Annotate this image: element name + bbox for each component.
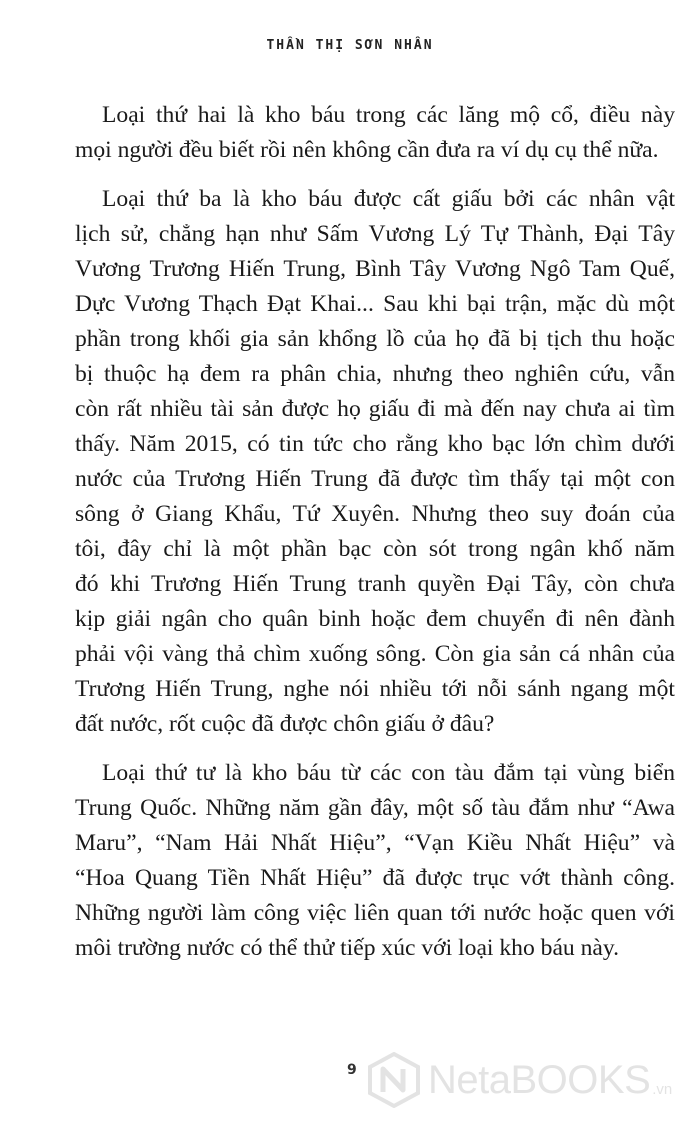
- watermark-brand: NetaBOOKS: [428, 1057, 651, 1102]
- text-line: Loại thứ hai là kho báu trong các lăng mộ cổ, điều này: [102, 102, 675, 128]
- text-line: Trung Quốc. Những năm gần đây, một số tàu đắm như “Awa: [75, 795, 675, 821]
- text-line: đó khi Trương Hiến Trung tranh quyền Đại Tây, còn chưa: [75, 571, 675, 597]
- text-line: kịp giải ngân cho quân binh hoặc đem chuyển đi nên đành: [75, 606, 675, 632]
- watermark-suffix: .vn: [652, 1080, 673, 1098]
- text-line: phải vội vàng thả chìm xuống sông. Còn gia sản cá nhân của: [75, 641, 675, 667]
- text-line: đất nước, rốt cuộc đã được chôn giấu ở đâu?: [75, 711, 495, 737]
- paragraph: [75, 182, 675, 742]
- text-line: Dực Vương Thạch Đạt Khai... Sau khi bại trận, mặc dù một: [75, 291, 675, 317]
- text-line: Vương Trương Hiến Trung, Bình Tây Vương Ngô Tam Quế,: [75, 256, 675, 282]
- text-line: mọi người đều biết rồi nên không cần đưa ra ví dụ cụ thể nữa.: [75, 137, 659, 163]
- paragraph: [75, 98, 675, 168]
- text-line: thấy. Năm 2015, có tin tức cho rằng kho bạc lớn chìm dưới: [75, 431, 675, 457]
- text-line: Maru”, “Nam Hải Nhất Hiệu”, “Vạn Kiều Nhất Hiệu” và: [75, 830, 675, 856]
- running-header: THẦN THỊ SƠN NHÂN: [266, 38, 434, 53]
- text-line: Loại thứ tư là kho báu từ các con tàu đắm tại vùng biển: [102, 760, 675, 786]
- paragraph: [75, 756, 675, 966]
- text-line: Những người làm công việc liên quan tới nước hoặc quen với: [75, 900, 675, 926]
- netabooks-logo-icon: [368, 1052, 420, 1108]
- text-line: tôi, đây chỉ là một phần bạc còn sót trong ngân khố năm: [75, 536, 675, 562]
- text-line: nước của Trương Hiến Trung đã được tìm thấy tại một con: [75, 466, 675, 492]
- text-line: còn rất nhiều tài sản được họ giấu đi mà đến nay chưa ai tìm: [75, 396, 675, 422]
- text-line: Trương Hiến Trung, nghe nói nhiều tới nỗi sánh ngang một: [75, 676, 675, 702]
- text-line: lịch sử, chẳng hạn như Sấm Vương Lý Tự Thành, Đại Tây: [75, 221, 675, 247]
- watermark: [368, 1050, 688, 1110]
- page-number: 9: [347, 1062, 357, 1078]
- text-line: “Hoa Quang Tiền Nhất Hiệu” đã được trục vớt thành công.: [75, 865, 675, 891]
- text-line: bị thuộc hạ đem ra phân chia, nhưng theo nghiên cứu, vẫn: [75, 361, 675, 387]
- text-line: phần trong khối gia sản khổng lồ của họ đã bị tịch thu hoặc: [75, 326, 675, 352]
- text-line: Loại thứ ba là kho báu được cất giấu bởi các nhân vật: [102, 186, 675, 212]
- text-line: môi trường nước có thể thử tiếp xúc với loại kho báu này.: [75, 935, 620, 961]
- body-text: [75, 98, 675, 966]
- text-line: sông ở Giang Khẩu, Tứ Xuyên. Nhưng theo suy đoán của: [75, 501, 675, 527]
